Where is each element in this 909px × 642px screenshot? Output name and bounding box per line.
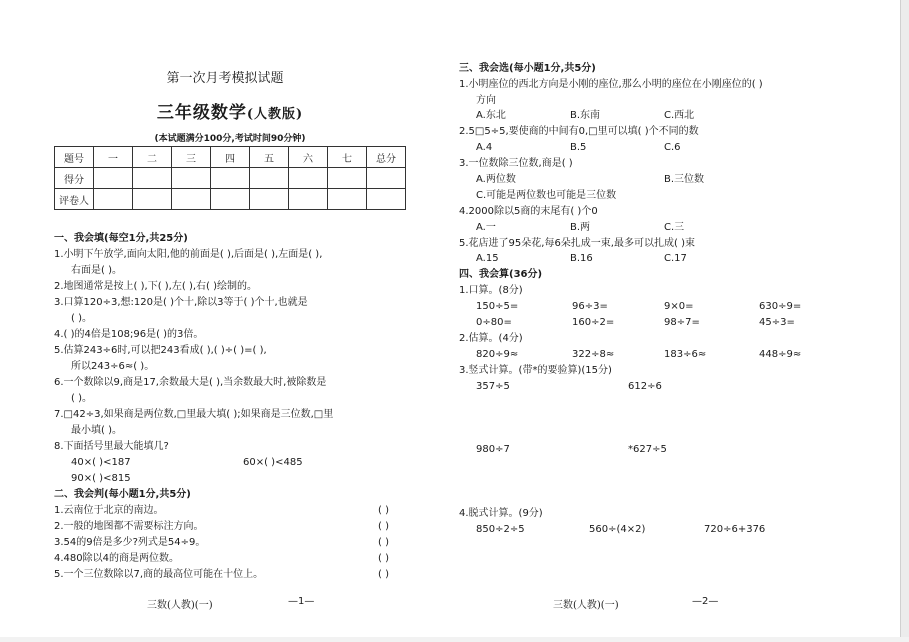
question-line: 6.一个数除以9,商是17,余数最大是( ),当余数最大时,被除数是 — [54, 377, 327, 388]
oral-item: 9×0= — [664, 301, 694, 312]
edition-label: (人教版) — [246, 107, 304, 122]
choice-option: C.三 — [664, 222, 685, 233]
viewer-bottom-edge — [0, 637, 909, 642]
question-line: 3.口算120÷3,想:120是( )个十,除以3等于( )个十,也就是 — [54, 297, 308, 308]
score-cell — [211, 168, 250, 189]
question-line: 4.( )的4倍是108;96是( )的3倍。 — [54, 329, 204, 340]
score-header-cell: 四 — [211, 147, 250, 168]
vertical-title: 3.竖式计算。(带*的要验算)(15分) — [459, 365, 612, 376]
choice-option: A.东北 — [476, 110, 506, 121]
choice-question: 方向 — [476, 95, 496, 106]
judge-item: 4.480除以4的商是两位数。 — [54, 553, 179, 564]
question-line: 最小填( )。 — [71, 425, 122, 436]
inequality: 90×( )<815 — [71, 473, 131, 484]
oral-item: 98÷7= — [664, 317, 700, 328]
answer-paren: ( ) — [378, 537, 389, 548]
score-cell — [328, 189, 367, 210]
exam-note: (本试题满分100分,考试时间90分钟) — [154, 134, 306, 144]
question-line: 8.下面括号里最大能填几? — [54, 441, 169, 452]
vertical-item: 612÷6 — [628, 381, 662, 392]
score-cell — [211, 189, 250, 210]
question-line: 7.□42÷3,如果商是两位数,□里最大填( );如果商是三位数,□里 — [54, 409, 334, 420]
choice-option: B.16 — [570, 253, 593, 264]
estimate-item: 820÷9≈ — [476, 349, 519, 360]
footer-left-label: 三数(人教)(一) — [147, 600, 213, 611]
score-table-row — [55, 168, 406, 189]
score-header-cell: 题号 — [55, 147, 94, 168]
section-3-heading: 三、我会选(每小题1分,共5分) — [459, 63, 596, 74]
judge-item: 2.一般的地图都不需要标注方向。 — [54, 521, 204, 532]
question-line: ( )。 — [71, 393, 92, 404]
subject-name: 三年级数学 — [156, 103, 247, 123]
question-line: 2.地图通常是按上( ),下( ),左( ),右( )绘制的。 — [54, 281, 258, 292]
judge-item: 3.54的9倍是多少?列式是54÷9。 — [54, 537, 206, 548]
score-cell — [328, 168, 367, 189]
score-row-label: 评卷人 — [55, 189, 94, 210]
choice-option: C.西北 — [664, 110, 695, 121]
question-line: 所以243÷6≈( )。 — [71, 361, 155, 372]
score-cell — [133, 189, 172, 210]
score-header-cell: 七 — [328, 147, 367, 168]
oral-item: 630÷9= — [759, 301, 802, 312]
choice-question: 3.一位数除三位数,商是( ) — [459, 158, 573, 169]
score-header-cell: 总分 — [367, 147, 406, 168]
section-1-heading: 一、我会填(每空1分,共25分) — [54, 233, 188, 244]
inequality: 60×( )<485 — [243, 457, 303, 468]
section-4-heading: 四、我会算(36分) — [459, 269, 543, 280]
answer-paren: ( ) — [378, 505, 389, 516]
choice-question: 1.小明座位的西北方向是小刚的座位,那么小明的座位在小刚座位的( ) — [459, 79, 763, 90]
score-cell — [133, 168, 172, 189]
choice-option: A.一 — [476, 222, 496, 233]
footer-left-page: —1— — [288, 596, 315, 607]
estimate-item: 322÷8≈ — [572, 349, 615, 360]
score-header-cell: 一 — [94, 147, 133, 168]
score-table-row — [55, 189, 406, 210]
choice-option: A.两位数 — [476, 174, 516, 185]
choice-option: C.17 — [664, 253, 687, 264]
score-cell — [289, 189, 328, 210]
score-cell — [367, 168, 406, 189]
oral-item: 150÷5= — [476, 301, 519, 312]
choice-option: A.4 — [476, 142, 493, 153]
estimate-item: 183÷6≈ — [664, 349, 707, 360]
score-cell — [172, 168, 211, 189]
viewer-right-edge — [900, 0, 909, 642]
paper-title: 第一次月考模拟试题 — [166, 71, 284, 86]
choice-option: C.可能是两位数也可能是三位数 — [476, 190, 617, 201]
inequality: 40×( )<187 — [71, 457, 131, 468]
answer-paren: ( ) — [378, 553, 389, 564]
choice-option: B.两 — [570, 222, 591, 233]
oral-item: 96÷3= — [572, 301, 608, 312]
score-cell — [94, 189, 133, 210]
score-cell — [94, 168, 133, 189]
oral-item: 160÷2= — [572, 317, 615, 328]
choice-option: B.5 — [570, 142, 587, 153]
question-line: 5.估算243÷6时,可以把243看成( ),( )÷( )=( ), — [54, 345, 267, 356]
oral-item: 0÷80= — [476, 317, 512, 328]
vertical-item: *627÷5 — [628, 444, 667, 455]
choice-question: 5.花店进了95朵花,每6朵扎成一束,最多可以扎成( )束 — [459, 238, 695, 249]
paper-subject — [0, 98, 460, 123]
footer-right-label: 三数(人教)(一) — [553, 600, 619, 611]
score-header-cell: 六 — [289, 147, 328, 168]
score-header-cell: 三 — [172, 147, 211, 168]
choice-option: B.东南 — [570, 110, 601, 121]
score-table — [54, 146, 406, 210]
steps-item: 850÷2÷5 — [476, 524, 525, 535]
vertical-item: 980÷7 — [476, 444, 510, 455]
footer-right-page: —2— — [692, 596, 719, 607]
section-2-heading: 二、我会判(每小题1分,共5分) — [54, 489, 191, 500]
score-row-label: 得分 — [55, 168, 94, 189]
judge-item: 5.一个三位数除以7,商的最高位可能在十位上。 — [54, 569, 264, 580]
choice-question: 4.2000除以5商的末尾有( )个0 — [459, 206, 598, 217]
score-header-cell: 五 — [250, 147, 289, 168]
choice-option: B.三位数 — [664, 174, 705, 185]
answer-paren: ( ) — [378, 569, 389, 580]
score-cell — [250, 168, 289, 189]
oral-item: 45÷3= — [759, 317, 795, 328]
score-header-cell: 二 — [133, 147, 172, 168]
estimate-title: 2.估算。(4分) — [459, 333, 523, 344]
judge-item: 1.云南位于北京的南边。 — [54, 505, 164, 516]
choice-option: C.6 — [664, 142, 681, 153]
choice-option: A.15 — [476, 253, 499, 264]
steps-title: 4.脱式计算。(9分) — [459, 508, 543, 519]
oral-title: 1.口算。(8分) — [459, 285, 523, 296]
score-table-header-row — [55, 147, 406, 168]
score-cell — [250, 189, 289, 210]
question-line: ( )。 — [71, 313, 92, 324]
score-cell — [367, 189, 406, 210]
question-line: 1.小明下午放学,面向太阳,他的前面是( ),后面是( ),左面是( ), — [54, 249, 323, 260]
steps-item: 720÷6+376 — [704, 524, 766, 535]
answer-paren: ( ) — [378, 521, 389, 532]
vertical-item: 357÷5 — [476, 381, 510, 392]
question-line: 右面是( )。 — [71, 265, 122, 276]
choice-question: 2.5□5÷5,要使商的中间有0,□里可以填( )个不同的数 — [459, 126, 699, 137]
steps-item: 560÷(4×2) — [589, 524, 646, 535]
score-cell — [172, 189, 211, 210]
score-cell — [289, 168, 328, 189]
estimate-item: 448÷9≈ — [759, 349, 802, 360]
